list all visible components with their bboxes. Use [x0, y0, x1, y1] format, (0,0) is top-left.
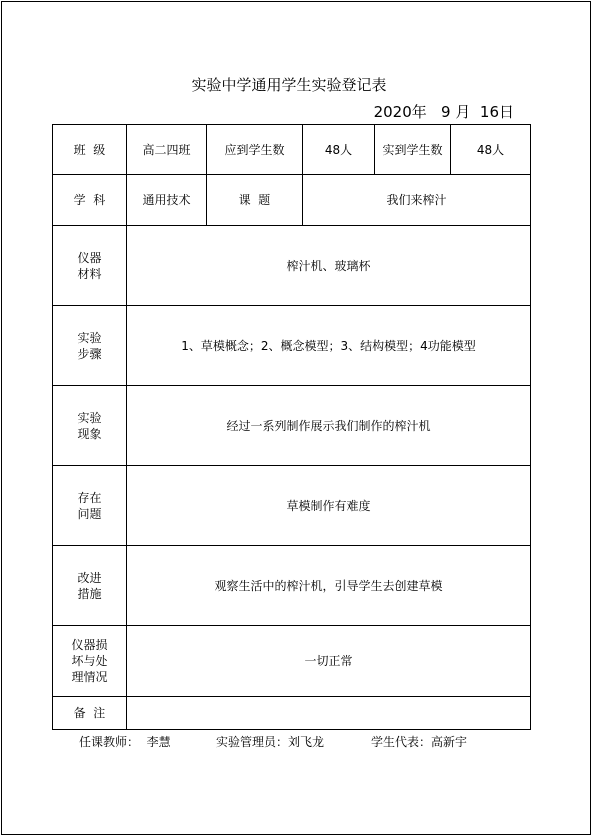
improvement-value-cell [127, 546, 531, 626]
table-row-equipment [53, 226, 531, 306]
problems-label-cell [53, 466, 127, 546]
table-row-improvement [53, 546, 531, 626]
document-page [1, 1, 591, 835]
topic-label-cell [207, 175, 303, 226]
problems-value: 草模制作有难度 [286, 498, 371, 513]
phenomenon-label-line1: 实验 [77, 410, 102, 425]
table-row-remarks [53, 697, 531, 730]
topic-label: 课 题 [238, 193, 271, 207]
page-title: 实验中学通用学生实验登记表 [191, 76, 387, 94]
improvement-label-line1: 改进 [77, 570, 102, 585]
phenomenon-label-cell [53, 386, 127, 466]
equipment-value-cell [127, 226, 531, 306]
expected-value: 48人 [324, 142, 353, 157]
equipment-value: 榨汁机、玻璃杯 [286, 258, 371, 273]
steps-label-line1: 实验 [77, 330, 102, 345]
steps-label-cell [53, 306, 127, 386]
table-row-problems [53, 466, 531, 546]
damage-label-line1: 仪器损 [71, 638, 108, 652]
subject-value-cell [127, 175, 207, 226]
phenomenon-value: 经过一系列制作展示我们制作的榨汁机 [226, 418, 431, 433]
table-row-steps [53, 306, 531, 386]
class-label: 班 级 [73, 142, 106, 157]
damage-value-cell [127, 626, 531, 697]
table-row-phenomenon [53, 386, 531, 466]
problems-label-line1: 存在 [77, 490, 102, 505]
student-rep-signature: 学生代表：高新宇 [371, 735, 468, 749]
date-line: 2020年 9 月 16日 [373, 103, 514, 121]
expected-value-cell [303, 125, 375, 175]
expected-label: 应到学生数 [224, 142, 285, 157]
equipment-label-line1: 仪器 [77, 250, 102, 265]
class-value: 高二四班 [142, 142, 191, 157]
improvement-label-line2: 措施 [77, 586, 102, 601]
teacher-signature: 任课教师： 李慧 [79, 735, 171, 749]
class-label-cell [53, 125, 127, 175]
remarks-label: 备 注 [73, 706, 106, 720]
subject-label: 学 科 [73, 193, 106, 207]
steps-value: 1、草模概念；2、概念模型；3、结构模型；4功能模型 [181, 338, 476, 353]
table-row-class [53, 125, 531, 175]
steps-value-cell [127, 306, 531, 386]
actual-value-cell [451, 125, 531, 175]
equipment-label-cell [53, 226, 127, 306]
table-row-subject [53, 175, 531, 226]
actual-label-cell [375, 125, 451, 175]
steps-label-line2: 步骤 [77, 346, 102, 361]
damage-label-cell [53, 626, 127, 697]
topic-value: 我们来榨汁 [386, 193, 447, 207]
damage-label-line3: 理情况 [71, 670, 108, 684]
manager-signature: 实验管理员：刘飞龙 [216, 735, 325, 749]
actual-label: 实到学生数 [382, 142, 443, 157]
topic-value-cell [303, 175, 531, 226]
problems-label-line2: 问题 [77, 506, 102, 521]
table-row-damage [53, 626, 531, 697]
expected-label-cell [207, 125, 303, 175]
phenomenon-label-line2: 现象 [77, 426, 102, 441]
damage-value: 一切正常 [304, 654, 353, 668]
improvement-label-cell [53, 546, 127, 626]
subject-label-cell [53, 175, 127, 226]
phenomenon-value-cell [127, 386, 531, 466]
registration-table [52, 124, 531, 730]
improvement-value: 观察生活中的榨汁机，引导学生去创建草模 [214, 578, 443, 593]
remarks-value-cell [127, 697, 531, 730]
subject-value: 通用技术 [142, 193, 191, 207]
equipment-label-line2: 材料 [77, 266, 102, 281]
class-value-cell [127, 125, 207, 175]
damage-label-line2: 坏与处 [71, 654, 108, 668]
problems-value-cell [127, 466, 531, 546]
actual-value: 48人 [476, 142, 505, 157]
remarks-label-cell [53, 697, 127, 730]
signature-footer [79, 733, 467, 750]
